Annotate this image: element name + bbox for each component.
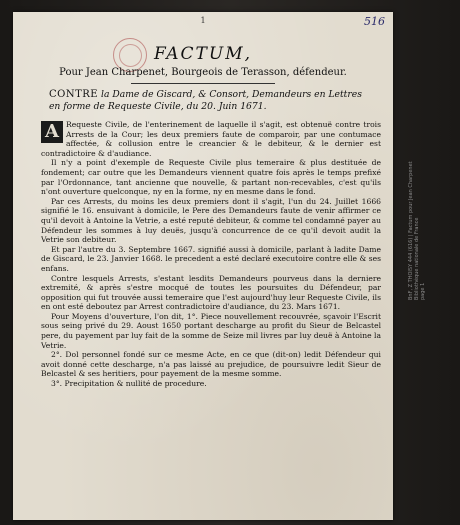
paragraph: Pour Moyens d'ouverture, l'on dit, 1°. Piece nouvellement recouvrée, sçavoir l'Escrit sous seing privé du 29. Aoust 1650 portant descharge au profit du Sieur de Belcastel pere, du payement par luy fait de la somme de Seize mil livres par luy deuë à Antoine la Vetrie. [41,311,381,350]
paragraph: Contre lesquels Arrests, s'estant lesdits Demandeurs pourveus dans la derniere extremité, & après s'estre mocqué de toutes les poursuites du Défendeur, par opposition qui fut trouvée aussi temeraire que l'est aujourd'huy leur Requeste Civile, ils en ont esté deboutez par Arrest contradictoire d'audiance, du 23. Mars 1671. [41,273,381,312]
drop-cap: A [41,121,63,143]
divider [131,83,275,84]
paragraph: 3°. Precipitation & nullité de procedure. [51,379,207,389]
document-body [41,120,381,389]
paragraph: Et par l'autre du 3. Septembre 1667. signifié aussi à domicile, parlant à ladite Dame de Giscard, le 23. Janvier 1668. le precedent a esté declaré executoire contre elle & ses enfans. [41,244,381,273]
archive-side-label [408,100,426,300]
side-label-line: Bibliothèque nationale de France [414,217,420,300]
page-number: 1 [200,16,206,25]
against-text: la Dame de Giscard, & Consort, Demandeurs en Lettres en forme de Requeste Civile, du 20. Juin 1671. [49,89,362,112]
side-label-line: BnF, Z THOISY 444 (616) | Factum pour Jean Charpenet [408,161,414,300]
paragraph: 2°. Dol personnel fondé sur ce mesme Acte, en ce que (dit-on) ledit Défendeur qui avoit donné cette descharge, n'a pas laissé au prejudice, de poursuivre ledit Sieur de Belcastel & ses heritiers, pour payement de la mesme somme. [41,350,381,379]
paragraph [41,120,381,158]
document-subtitle: Pour Jean Charpenet, Bourgeois de Terasson, défendeur. [59,67,347,78]
folio-number: 516 [364,15,385,28]
paragraph: Par ces Arrests, du moins les deux premiers dont il s'agit, l'un du 24. Juillet 1666 signifié le 16. ensuivant à domicile, le Pere des Demandeurs faute de venir affirmer ce qu'il devoit à Antoine la Vetrie, a esté reputé debiteur, & comme tel condamné payer au Défendeur les sommes à luy deuës, jusqu'à concurrence de ce qu'il devoit audit la Vetrie son debiteur. [41,196,381,245]
against-lead: CONTRE [49,89,99,100]
side-label-line: page 1 [420,282,426,300]
against-clause [49,89,373,113]
document-title: FACTUM, [153,44,253,64]
document-page [13,12,393,520]
paragraph: Il n'y a point d'exemple de Requeste Civile plus temeraire & plus destituée de fondement; car outre que les Demandeurs viennent quatre fois après le temps prefixé par l'Ordonnance, tant ancienne que nouvelle, & partant non-recevables, c'est qu'ils n'ont ouverture quelconque, ny en la forme, ny en mesme dans le fond. [41,158,381,197]
paragraph-text: Requeste Civile, de l'enterinement de laquelle il s'agit, est obtenuë contre trois Arrests de la Cour; les deux premiers faute de comparoir, par une contumace affectée, & collusion entre le creancier & le debiteur, & le dernier est contradictoire & d'audiance. [41,120,381,158]
